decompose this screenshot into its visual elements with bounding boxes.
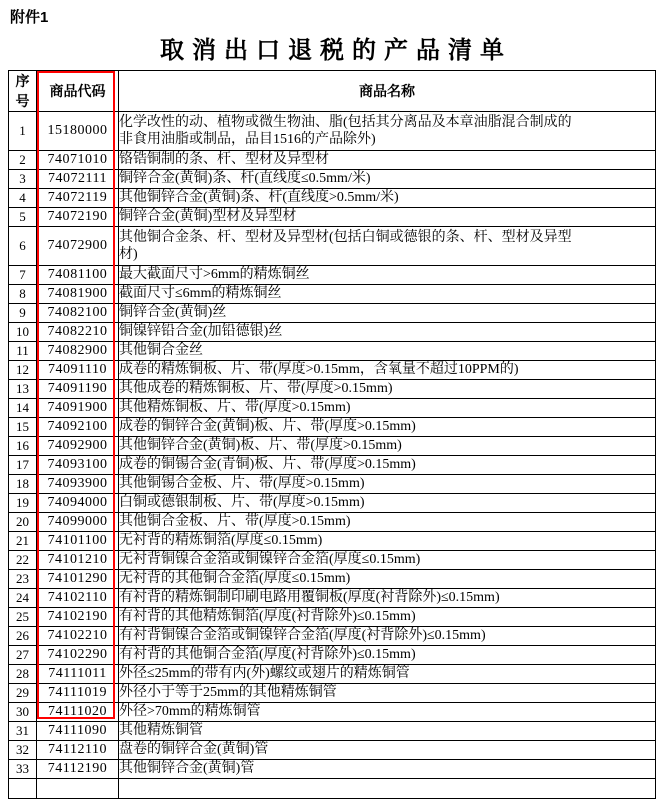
product-name-cell: 其他铜合金板、片、带(厚度>0.15mm) [119, 513, 656, 532]
serial-number-cell: 10 [9, 323, 37, 342]
serial-number-cell: 22 [9, 551, 37, 570]
serial-number-cell: 31 [9, 722, 37, 741]
serial-number-cell: 28 [9, 665, 37, 684]
column-header-product-code: 商品代码 [37, 71, 119, 112]
serial-number-cell: 20 [9, 513, 37, 532]
table-row [9, 208, 656, 227]
table-row [9, 380, 656, 399]
serial-number-cell: 8 [9, 285, 37, 304]
table-row [9, 494, 656, 513]
product-name-cell: 化学改性的动、植物或微生物油、脂(包括其分离品及本章油脂混合制成的非食用油脂或制品，品目1516的产品除外) [119, 112, 656, 151]
table-header-row [9, 71, 656, 112]
product-code-cell: 74111011 [37, 665, 119, 684]
table-row [9, 170, 656, 189]
product-name-cell: 成卷的精炼铜板、片、带(厚度>0.15mm，含氧量不超过10PPM的) [119, 361, 656, 380]
product-code-cell: 74082100 [37, 304, 119, 323]
product-code-cell: 74092100 [37, 418, 119, 437]
product-code-cell: 74112110 [37, 741, 119, 760]
serial-number-cell: 29 [9, 684, 37, 703]
table-row [9, 741, 656, 760]
product-code-cell: 74072119 [37, 189, 119, 208]
product-name-cell: 截面尺寸≤6mm的精炼铜丝 [119, 285, 656, 304]
serial-number-cell: 5 [9, 208, 37, 227]
serial-number-cell: 19 [9, 494, 37, 513]
table-row [9, 456, 656, 475]
serial-number-cell: 9 [9, 304, 37, 323]
product-code-cell: 74102210 [37, 627, 119, 646]
product-code-cell: 74091110 [37, 361, 119, 380]
serial-number-cell: 11 [9, 342, 37, 361]
product-code-cell: 74101290 [37, 570, 119, 589]
serial-number-cell: 21 [9, 532, 37, 551]
serial-number-cell: 4 [9, 189, 37, 208]
product-code-cell: 74111020 [37, 703, 119, 722]
table-row [9, 570, 656, 589]
product-name-cell: 其他铜锌合金(黄铜)条、杆(直线度>0.5mm/米) [119, 189, 656, 208]
product-code-cell: 74091190 [37, 380, 119, 399]
product-name-cell: 其他铜锌合金(黄铜)板、片、带(厚度>0.15mm) [119, 437, 656, 456]
table-row [9, 589, 656, 608]
product-name-cell: 白铜或德银制板、片、带(厚度>0.15mm) [119, 494, 656, 513]
product-code-cell: 15180000 [37, 112, 119, 151]
table-row [9, 227, 656, 266]
serial-number-cell: 16 [9, 437, 37, 456]
product-name-cell: 最大截面尺寸>6mm的精炼铜丝 [119, 266, 656, 285]
product-name-cell: 有衬背的精炼铜制印刷电路用覆铜板(厚度(衬背除外)≤0.15mm) [119, 589, 656, 608]
product-name-cell: 铬锆铜制的条、杆、型材及异型材 [119, 151, 656, 170]
table-row [9, 151, 656, 170]
product-code-cell: 74091900 [37, 399, 119, 418]
product-code-cell: 74099000 [37, 513, 119, 532]
serial-number-cell: 27 [9, 646, 37, 665]
column-header-product-name: 商品名称 [119, 71, 656, 112]
column-header-serial: 序号 [9, 71, 37, 112]
table-row [9, 475, 656, 494]
product-code-cell: 74102190 [37, 608, 119, 627]
product-name-cell: 成卷的铜锌合金(黄铜)板、片、带(厚度>0.15mm) [119, 418, 656, 437]
product-code-cell: 74093900 [37, 475, 119, 494]
serial-number-cell: 12 [9, 361, 37, 380]
page-title: 取消出口退税的产品清单 [160, 37, 512, 64]
product-name-cell: 其他铜锡合金板、片、带(厚度>0.15mm) [119, 475, 656, 494]
table-row [9, 532, 656, 551]
product-code-cell: 74111090 [37, 722, 119, 741]
serial-number-cell: 1 [9, 112, 37, 151]
serial-number-cell: 25 [9, 608, 37, 627]
product-name-cell: 外径≤25mm的带有内(外)螺纹或翅片的精炼铜管 [119, 665, 656, 684]
product-code-cell: 74081900 [37, 285, 119, 304]
product-name-cell: 其他成卷的精炼铜板、片、带(厚度>0.15mm) [119, 380, 656, 399]
product-code-cell: 74112190 [37, 760, 119, 779]
table-row [9, 513, 656, 532]
table-row [9, 342, 656, 361]
product-code-cell: 74071010 [37, 151, 119, 170]
product-name-cell: 其他铜锌合金(黄铜)管 [119, 760, 656, 779]
serial-number-cell: 14 [9, 399, 37, 418]
table-row [9, 361, 656, 380]
serial-number-cell: 15 [9, 418, 37, 437]
serial-number-cell: 17 [9, 456, 37, 475]
table-row [9, 665, 656, 684]
table-row [9, 703, 656, 722]
product-name-cell [119, 779, 656, 799]
serial-number-cell: 32 [9, 741, 37, 760]
serial-number-cell: 26 [9, 627, 37, 646]
serial-number-cell: 24 [9, 589, 37, 608]
product-code-cell: 74094000 [37, 494, 119, 513]
product-name-cell: 有衬背的其他精炼铜箔(厚度(衬背除外)≤0.15mm) [119, 608, 656, 627]
table-row [9, 437, 656, 456]
serial-number-cell: 6 [9, 227, 37, 266]
product-name-cell: 无衬背的精炼铜箔(厚度≤0.15mm) [119, 532, 656, 551]
product-name-cell: 铜锌合金(黄铜)丝 [119, 304, 656, 323]
product-code-cell: 74102110 [37, 589, 119, 608]
product-name-cell: 铜锌合金(黄铜)型材及异型材 [119, 208, 656, 227]
product-name-cell: 有衬背铜镍合金箔或铜镍锌合金箔(厚度(衬背除外)≤0.15mm) [119, 627, 656, 646]
product-code-cell: 74102290 [37, 646, 119, 665]
table-row [9, 266, 656, 285]
product-name-cell: 有衬背的其他铜合金箔(厚度(衬背除外)≤0.15mm) [119, 646, 656, 665]
attachment-label: 附件1 [10, 9, 49, 26]
product-name-cell: 成卷的铜锡合金(青铜)板、片、带(厚度>0.15mm) [119, 456, 656, 475]
product-code-cell: 74093100 [37, 456, 119, 475]
product-name-cell: 铜镍锌铅合金(加铅德银)丝 [119, 323, 656, 342]
product-name-cell: 其他铜合金丝 [119, 342, 656, 361]
product-code-cell: 74101100 [37, 532, 119, 551]
serial-number-cell: 2 [9, 151, 37, 170]
serial-number-cell: 13 [9, 380, 37, 399]
product-code-cell: 74081100 [37, 266, 119, 285]
table-row [9, 608, 656, 627]
table-row [9, 323, 656, 342]
serial-number-cell [9, 779, 37, 799]
product-code-cell: 74082210 [37, 323, 119, 342]
product-code-cell [37, 779, 119, 799]
product-name-cell: 盘卷的铜锌合金(黄铜)管 [119, 741, 656, 760]
product-code-cell: 74082900 [37, 342, 119, 361]
serial-number-cell: 30 [9, 703, 37, 722]
table-row [9, 722, 656, 741]
table-row [9, 112, 656, 151]
serial-number-cell: 7 [9, 266, 37, 285]
table-row [9, 646, 656, 665]
products-table [8, 70, 656, 799]
table-row-cutoff [9, 779, 656, 799]
product-name-cell: 外径>70mm的精炼铜管 [119, 703, 656, 722]
serial-number-cell: 3 [9, 170, 37, 189]
product-name-cell: 其他精炼铜管 [119, 722, 656, 741]
product-code-cell: 74072900 [37, 227, 119, 266]
product-name-cell: 其他铜合金条、杆、型材及异型材(包括白铜或德银的条、杆、型材及异型材) [119, 227, 656, 266]
serial-number-cell: 18 [9, 475, 37, 494]
serial-number-cell: 33 [9, 760, 37, 779]
product-code-cell: 74101210 [37, 551, 119, 570]
serial-number-cell: 23 [9, 570, 37, 589]
product-name-cell: 铜锌合金(黄铜)条、杆(直线度≤0.5mm/米) [119, 170, 656, 189]
table-row [9, 304, 656, 323]
product-code-cell: 74111019 [37, 684, 119, 703]
product-code-cell: 74072190 [37, 208, 119, 227]
table-row [9, 418, 656, 437]
table-row [9, 760, 656, 779]
table-row [9, 285, 656, 304]
product-name-cell: 外径小于等于25mm的其他精炼铜管 [119, 684, 656, 703]
table-row [9, 627, 656, 646]
product-code-cell: 74072111 [37, 170, 119, 189]
product-name-cell: 其他精炼铜板、片、带(厚度>0.15mm) [119, 399, 656, 418]
table-row [9, 189, 656, 208]
product-code-cell: 74092900 [37, 437, 119, 456]
product-name-cell: 无衬背铜镍合金箔或铜镍锌合金箔(厚度≤0.15mm) [119, 551, 656, 570]
product-name-cell: 无衬背的其他铜合金箔(厚度≤0.15mm) [119, 570, 656, 589]
table-row [9, 684, 656, 703]
table-row [9, 551, 656, 570]
table-row [9, 399, 656, 418]
